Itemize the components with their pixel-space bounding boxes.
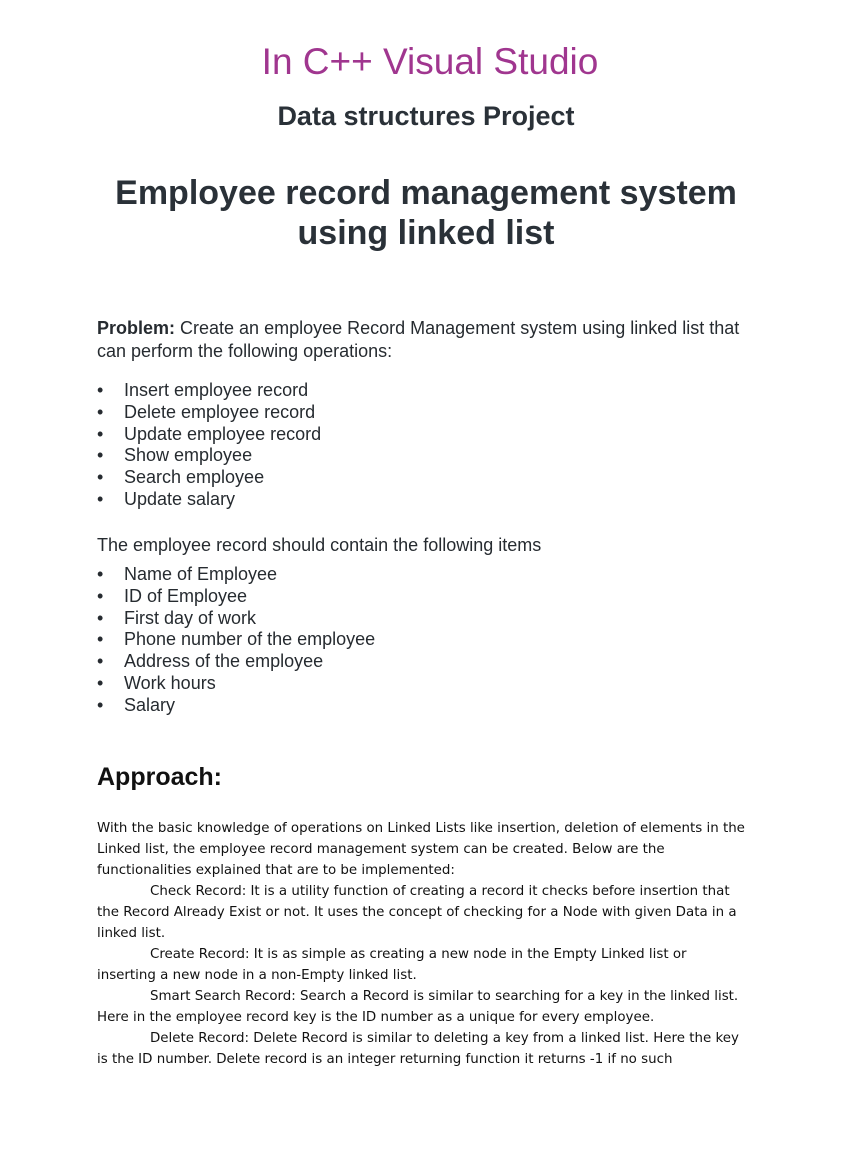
bullet-icon: • (97, 401, 104, 422)
bullet-icon: • (97, 585, 104, 606)
bullet-icon: • (97, 467, 104, 488)
list-item-text: First day of work (124, 607, 257, 628)
list-item-text: Phone number of the employee (124, 629, 376, 650)
bullet-icon: • (97, 445, 104, 466)
page-title-line-2: using linked list (297, 214, 555, 252)
operations-list (97, 380, 321, 511)
list-item-text: Update employee record (124, 423, 322, 444)
approach-intro: With the basic knowledge of operations on Linked Lists like insertion, deletion of elements in the Linked list, the employee record management system can be created. Below are the functionalities explained that are to be implemented: (97, 821, 745, 878)
record-items-list (97, 564, 375, 717)
list-item-text: Address of the employee (124, 651, 324, 672)
list-item-text: ID of Employee (124, 585, 248, 606)
list-item (97, 673, 375, 695)
list-item (97, 695, 375, 717)
page-subtitle: Data structures Project (277, 101, 575, 131)
problem-text: Create an employee Record Management system using linked list that can perform the following operations: (97, 318, 740, 361)
list-item (97, 445, 321, 467)
problem-label: Problem: (97, 318, 176, 338)
record-intro-text: The employee record should contain the following items (97, 535, 542, 555)
approach-body (97, 818, 747, 1070)
list-item (97, 467, 321, 489)
approach-create-record: Create Record: It is as simple as creating a new node in the Empty Linked list or inserting a new node in a non-Empty linked list. (97, 947, 687, 983)
bullet-icon: • (97, 651, 104, 672)
bullet-icon: • (97, 672, 104, 693)
list-item-text: Search employee (124, 467, 265, 488)
approach-heading: Approach: (97, 763, 222, 791)
list-item-text: Name of Employee (124, 564, 278, 584)
bullet-icon: • (97, 694, 104, 715)
list-item-text: Update salary (124, 488, 236, 509)
page-title-line-1: Employee record management system (115, 174, 737, 212)
list-item (97, 629, 375, 651)
list-item (97, 424, 321, 446)
bullet-icon: • (97, 629, 104, 650)
bullet-icon: • (97, 380, 104, 400)
approach-delete-record: Delete Record: Delete Record is similar to deleting a key from a linked list. Here the key is the ID number. Delete record is an integer returning function it returns -1 if no such (97, 1031, 739, 1067)
bullet-icon: • (97, 488, 104, 509)
list-item-text: Show employee (124, 445, 253, 466)
list-item (97, 402, 321, 424)
page-tagline: In C++ Visual Studio (261, 41, 599, 82)
list-item-text: Delete employee record (124, 401, 316, 422)
page-title (0, 173, 845, 253)
problem-statement (97, 317, 757, 362)
list-item (97, 651, 375, 673)
list-item-text: Salary (124, 694, 176, 715)
list-item (97, 489, 321, 511)
list-item (97, 608, 375, 630)
list-item-text: Insert employee record (124, 380, 309, 400)
bullet-icon: • (97, 607, 104, 628)
list-item (97, 564, 375, 586)
approach-check-record: Check Record: It is a utility function of creating a record it checks before insertion that the Record Already Exist or not. It uses the concept of checking for a Node with given Data in a linked list. (97, 884, 737, 941)
list-item-text: Work hours (124, 672, 216, 693)
list-item (97, 586, 375, 608)
list-item (97, 380, 321, 402)
approach-smart-search: Smart Search Record: Search a Record is similar to searching for a key in the linked list. Here in the employee record key is the ID number as a unique for every employee. (97, 989, 739, 1025)
bullet-icon: • (97, 564, 104, 584)
bullet-icon: • (97, 423, 104, 444)
